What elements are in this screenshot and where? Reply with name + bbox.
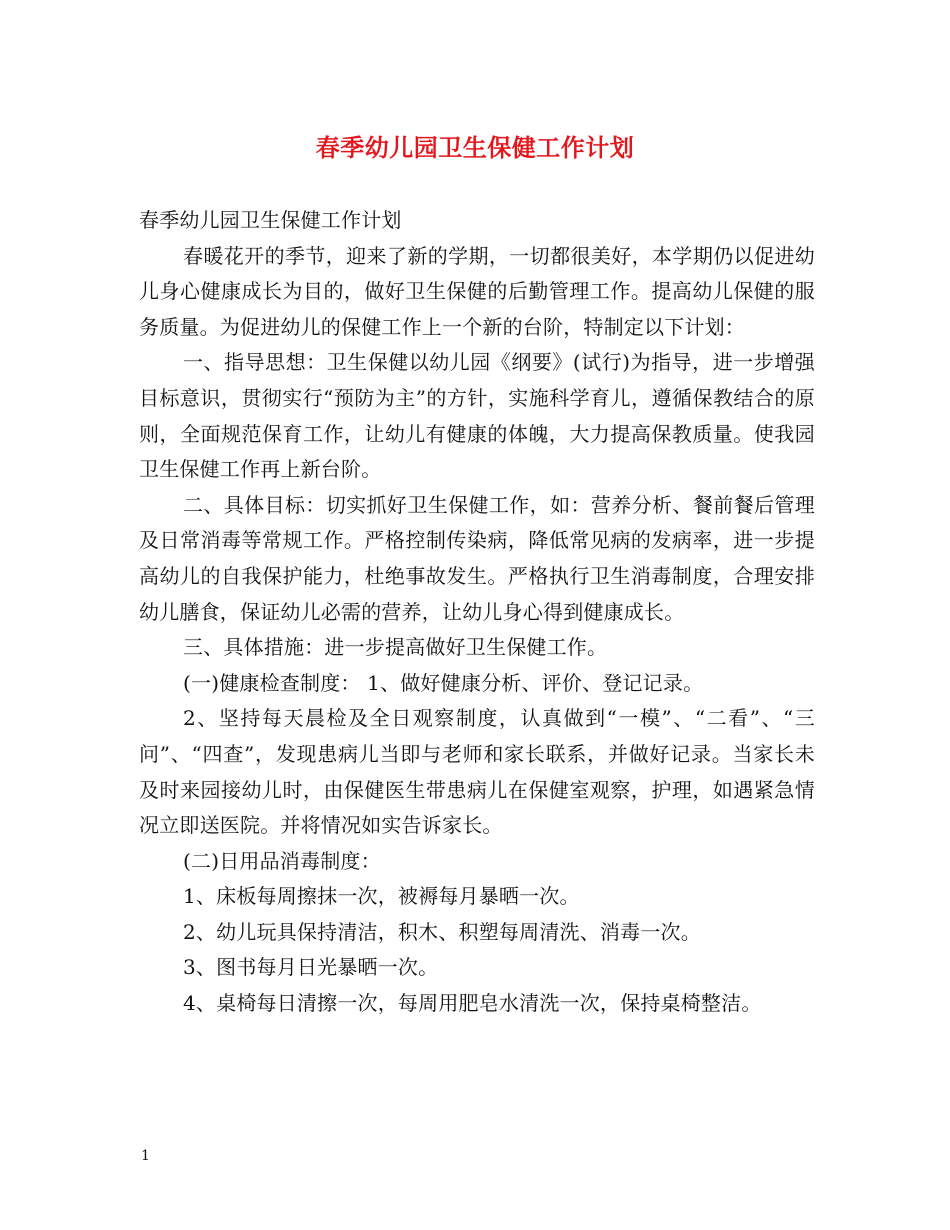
paragraph-disinfection-system: (二)日用品消毒制度： xyxy=(183,848,381,873)
paragraph-specific-goals: 二、具体目标：切实抓好卫生保健工作，如：营养分析、餐前餐后管理及日常消毒等常规工作。严格控制传染病，降低常见病的发病率，进一步提高幼儿的自我保护能力，杜绝事故发生。严格执行卫生消毒制度，合理安排幼儿膳食，保证幼儿必需的营养，让幼儿身心得到健康成长。 xyxy=(139,492,815,624)
list-item: 1、床板每周擦抹一次，被褥每月暴晒一次。 xyxy=(183,884,580,909)
page-number: 1 xyxy=(141,1148,150,1164)
list-item: 4、桌椅每日清擦一次，每周用肥皂水清洗一次，保持桌椅整洁。 xyxy=(183,991,762,1016)
paragraph-health-check-system: (一)健康检查制度： 1、做好健康分析、评价、登记记录。 xyxy=(183,670,704,695)
paragraph-specific-measures: 三、具体措施：进一步提高做好卫生保健工作。 xyxy=(183,635,608,660)
document-title: 春季幼儿园卫生保健工作计划 xyxy=(315,133,635,162)
paragraph-morning-check: 2、坚持每天晨检及全日观察制度，认真做到“一模”、“二看”、“三问”、“四查”，发现患病儿当即与老师和家长联系，并做好记录。当家长未及时来园接幼儿时，由保健医生带患病儿在保健室观察，护理，如遇紧急情况立即送医院。并将情况如实告诉家长。 xyxy=(139,706,815,838)
document-body xyxy=(139,203,815,1022)
paragraph-intro: 春暖花开的季节，迎来了新的学期，一切都很美好，本学期仍以促进幼儿身心健康成长为目的，做好卫生保健的后勤管理工作。提高幼儿保健的服务质量。为促进幼儿的保健工作上一个新的台阶，特制定以下计划： xyxy=(139,243,815,339)
list-item: 3、图书每月日光暴晒一次。 xyxy=(183,955,439,980)
list-item: 2、幼儿玩具保持清洁，积木、积塑每周清洗、消毒一次。 xyxy=(183,919,701,944)
paragraph-guiding-ideology: 一、指导思想：卫生保健以幼儿园《纲要》(试行)为指导，进一步增强目标意识，贯彻实行“预防为主”的方针，实施科学育儿，遵循保教结合的原则，全面规范保育工作，让幼儿有健康的体魄，大力提高保教质量。使我园卫生保健工作再上新台阶。 xyxy=(139,350,815,482)
body-heading: 春季幼儿园卫生保健工作计划 xyxy=(139,208,402,232)
